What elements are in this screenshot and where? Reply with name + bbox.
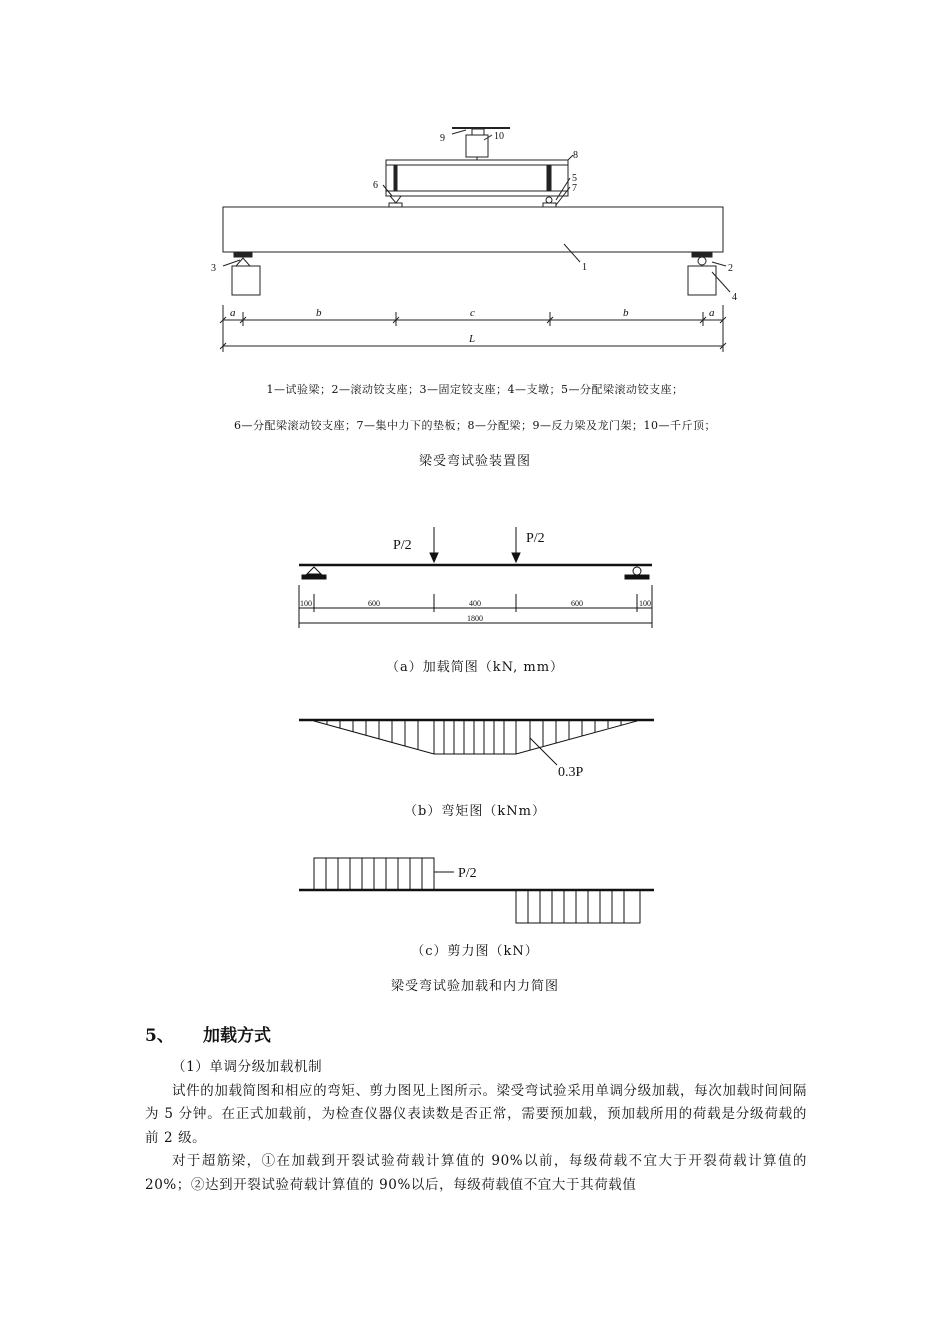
moment-diagram [0,710,950,790]
dim-100-right: 100 [639,599,651,608]
part-label-5: 5 [572,173,577,184]
shear-value-label: P/2 [458,866,477,881]
load-diagram [0,515,950,640]
part-label-8: 8 [573,150,578,161]
setup-legend-line-2: 6—分配梁滚动铰支座；7—集中力下的垫板；8—分配梁；9—反力梁及龙门架；10—千斤顶； [234,419,716,432]
part-label-4: 4 [732,292,737,303]
dim-1800: 1800 [467,614,483,623]
paragraph-1: 试件的加载简图和相应的弯矩、剪力图见上图所示。梁受弯试验采用单调分级加载，每次加载时间间隔为 5 分钟。在正式加载前，为检查仪器仪表读数是否正常，需要预加载，预加载所用的荷载是分级荷载的前 2 级。 [145,1082,807,1146]
section-body [145,1056,807,1197]
part-label-6: 6 [373,180,378,191]
shear-diagram-caption: （c）剪力图（kN） [411,944,539,959]
subheading: （1）单调分级加载机制 [172,1059,323,1075]
dim-600-right: 600 [571,599,583,608]
dim-L: L [469,333,476,345]
load-label-left: P/2 [393,538,412,553]
part-label-1: 1 [582,262,587,273]
dim-a-left: a [230,307,236,319]
setup-legend-line-1: 1—试验梁；2—滚动铰支座；3—固定铰支座；4—支墩；5—分配梁滚动铰支座； [266,383,684,396]
dim-b-left: b [316,307,322,319]
paragraph-2: 对于超筋梁，①在加载到开裂试验荷载计算值的 90%以前，每级荷载不宜大于开裂荷载计算值的 20%；②达到开裂试验荷载计算值的 90%以后，每级荷载值不宜大于其荷载值 [145,1153,807,1193]
test-setup-figure [0,0,950,370]
part-label-10: 10 [494,131,504,142]
part-label-3: 3 [211,263,216,274]
dim-600-left: 600 [368,599,380,608]
part-label-9: 9 [440,133,445,144]
section-number: 5、 [145,1026,174,1046]
part-label-2: 2 [728,263,733,274]
shear-diagram [0,850,950,930]
setup-caption: 梁受弯试验装置图 [418,454,531,469]
section-heading [145,1021,271,1046]
dim-400: 400 [469,599,481,608]
dim-c: c [470,307,475,319]
dim-b-right: b [623,307,629,319]
dim-100-left: 100 [300,599,312,608]
moment-diagram-caption: （b）弯矩图（kNm） [404,804,546,819]
dim-a-right: a [709,307,715,319]
figure-caption: 梁受弯试验加载和内力简图 [390,979,559,994]
moment-value-label: 0.3P [558,765,584,780]
load-diagram-caption: （a）加载简图（kN, mm） [385,660,565,675]
section-title: 加载方式 [203,1026,271,1046]
load-label-right: P/2 [526,531,545,546]
part-label-7: 7 [572,183,577,194]
